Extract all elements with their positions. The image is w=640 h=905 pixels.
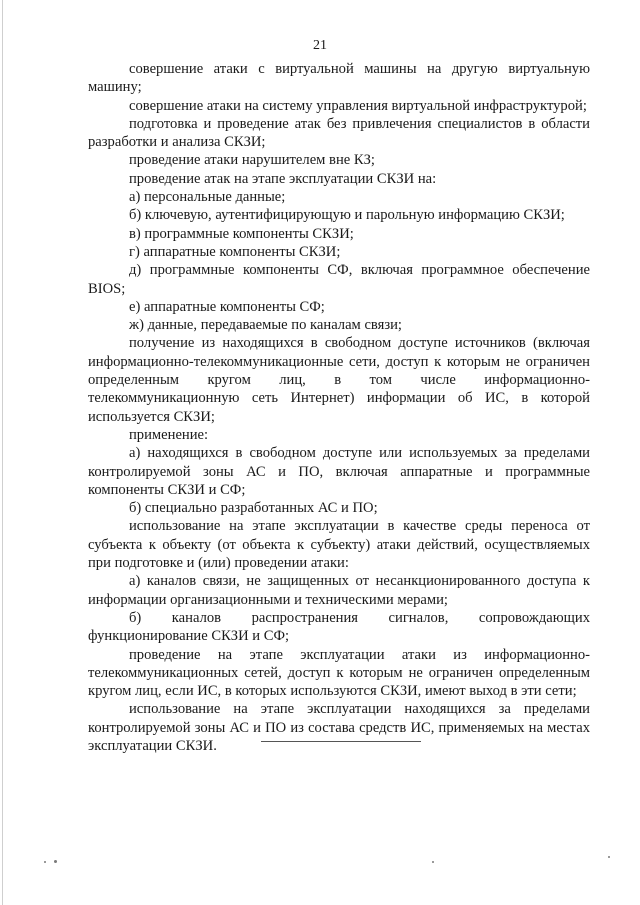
scan-speck [44, 861, 46, 863]
list-item-zh-channel-data: ж) данные, передаваемые по каналам связи; [129, 317, 402, 334]
scan-speck [608, 856, 610, 858]
list-item-a-channels: а) каналов связи, не защищенных от несанкционированного доступа к информации организационными и техническими мерами; [88, 573, 590, 608]
scan-speck [432, 861, 434, 863]
end-separator-line [261, 741, 421, 742]
list-item-b-signal-channels: б) каналов распространения сигналов, сопровождающих функционирование СКЗИ и СФ; [88, 609, 590, 645]
paragraph-obtaining-info: получение из находящихся в свободном доступе источников (включая информационно-телекоммуникационные сети, доступ к которым не ограничен определенным кругом лиц, в том числе информационно-телекоммуникационную сеть Интернет) информации об ИС, в которой используется СКЗИ; [88, 335, 590, 425]
list-item-e-hardware-sf: е) аппаратные компоненты СФ; [129, 298, 325, 315]
paragraph-transfer-medium: использование на этапе эксплуатации в качестве среды переноса от субъекта к объекту (от объекта к субъекту) атаки действий, осуществляемых при подготовке и (или) проведении атаки: [88, 518, 590, 572]
paragraph-virtual-infra-attack: совершение атаки на систему управления виртуальной инфраструктурой; [129, 97, 587, 114]
list-item-a-personal-data: а) персональные данные; [129, 189, 286, 206]
paragraph-attacks-on-operation: проведение атак на этапе эксплуатации СКЗИ на: [129, 170, 437, 187]
paragraph-vm-to-vm-attack: совершение атаки с виртуальной машины на другую виртуальную машину; [88, 61, 590, 96]
scan-speck [54, 860, 57, 863]
list-item-v-software-skzi: в) программные компоненты СКЗИ; [129, 225, 354, 242]
paragraph-use-outside-zone: использование на этапе эксплуатации находящихся за пределами контролируемой зоны АС и ПО из состава средств ИС, применяемых на местах эксплуатации СКЗИ. [88, 701, 590, 754]
page-edge-line [2, 0, 3, 905]
page-number: 21 [313, 38, 327, 53]
list-item-b-key-info: б) ключевую, аутентифицирующую и парольную информацию СКЗИ; [129, 207, 565, 224]
paragraph-attack-outside-kz: проведение атаки нарушителем вне КЗ; [129, 152, 375, 169]
paragraph-application: применение: [129, 426, 209, 443]
list-item-g-hardware-skzi: г) аппаратные компоненты СКЗИ; [129, 243, 341, 260]
paragraph-network-attack: проведение на этапе эксплуатации атаки из информационно-телекоммуникационных сетей, доступ к которым не ограничен определенным кругом лиц, если ИС, в которых используются СКЗИ, имеют выход в эти сети; [88, 646, 590, 700]
list-item-b-special-tools: б) специально разработанных АС и ПО; [129, 500, 378, 517]
list-item-a-public-tools: а) находящихся в свободном доступе или используемых за пределами контролируемой зоны АС и ПО, включая аппаратные и программные компоненты СКЗИ и СФ; [88, 445, 590, 498]
body-text [88, 60, 590, 755]
paragraph-attack-without-specialists: подготовка и проведение атак без привлечения специалистов в области разработки и анализа СКЗИ; [88, 115, 590, 151]
list-item-d-software-sf: д) программные компоненты СФ, включая программное обеспечение BIOS; [88, 262, 590, 297]
